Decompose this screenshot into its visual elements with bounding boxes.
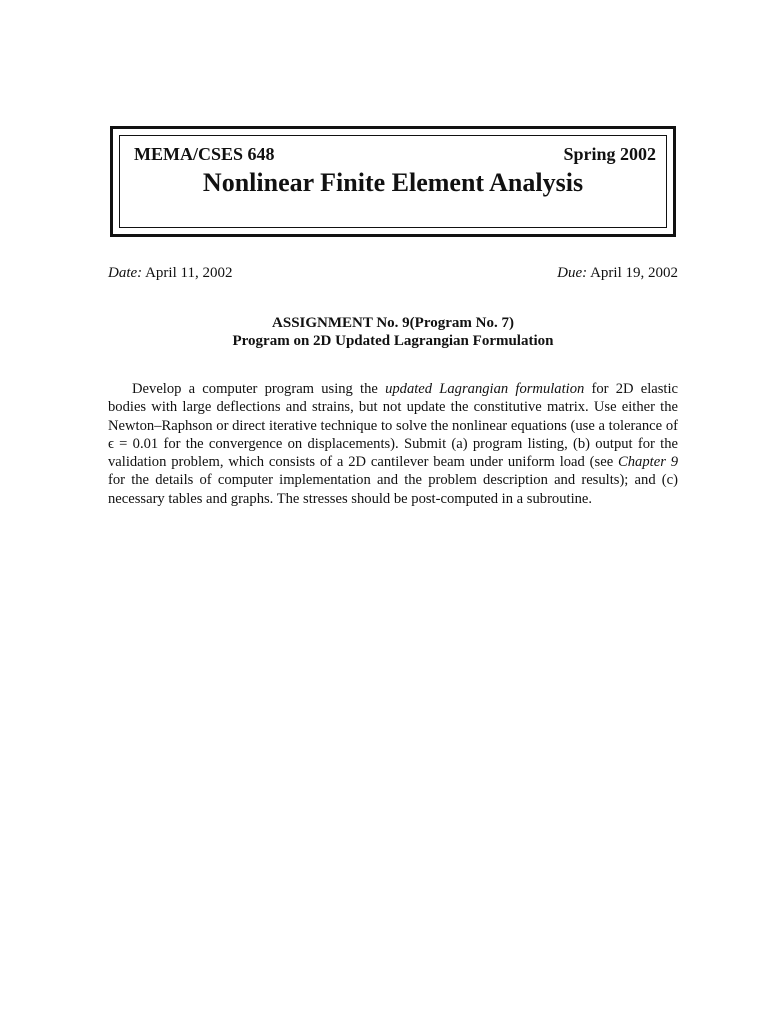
description-text-2: for 2D elastic bodies with large deflections and strains, but not update the constitutive matrix. Use either the Newton–Raphson or direct iterative technique to solve the nonlinear equations (use a tolerance of ϵ = 0.01 for the convergence on displacements). Submit (a) program listing, (b) output for the validation problem, which consists of a 2D cantilever beam under uniform load (see <box>108 381 679 471</box>
course-title: Nonlinear Finite Element Analysis <box>202 168 584 197</box>
course-info-row <box>134 144 656 165</box>
assignment-subtitle: Program on 2D Updated Lagrangian Formulation <box>232 333 554 349</box>
due-date-label: Due: <box>557 265 588 281</box>
due-date-value: April 19, 2002 <box>590 265 678 281</box>
description-text-3: for the details of computer implementation and the problem description and results); and (c) necessary tables and graphs. The stresses should be post-computed in a subroutine. <box>108 472 678 507</box>
assignment-description <box>108 380 678 508</box>
description-emphasis-2: Chapter 9 <box>618 454 679 471</box>
assigned-date <box>108 265 232 282</box>
course-header-box <box>110 126 676 237</box>
assignment-title: ASSIGNMENT No. 9(Program No. 7) <box>272 315 514 331</box>
course-header-inner-frame <box>119 135 667 228</box>
course-term: Spring 2002 <box>563 144 656 164</box>
description-text-1: Develop a computer program using the <box>132 381 386 397</box>
description-emphasis-1: updated Lagrangian formulation <box>385 381 585 397</box>
assigned-date-value: April 11, 2002 <box>145 265 233 281</box>
course-code: MEMA/CSES 648 <box>134 144 275 164</box>
due-date <box>557 265 678 282</box>
assignment-heading <box>108 314 678 350</box>
dates-row <box>108 265 678 282</box>
assigned-date-label: Date: <box>108 265 143 281</box>
